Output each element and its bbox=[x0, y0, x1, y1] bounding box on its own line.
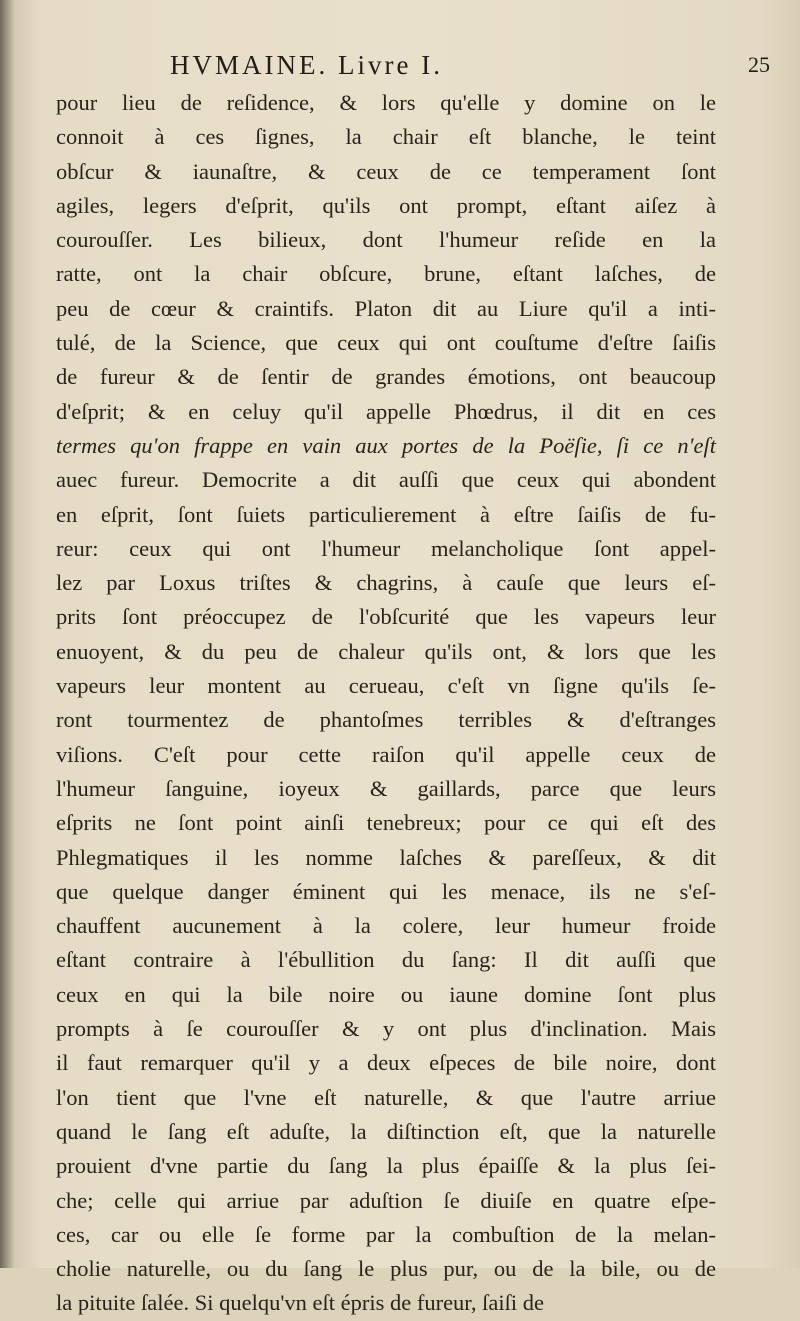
text-line: en eſprit, ſont ſuiets particulierement à eſtre ſaiſis de fu- bbox=[56, 501, 716, 527]
text-line: obſcur & iaunaſtre, & ceux de ce temperament ſont bbox=[56, 158, 716, 184]
text-line-italic: termes qu'on frappe en vain aux portes de la Poëſie, ſi ce n'eſt bbox=[56, 432, 716, 458]
text-line: auec fureur. Democrite a dit auſſi que ceux qui abondent bbox=[56, 467, 716, 493]
page-gutter-shadow bbox=[0, 0, 14, 1268]
text-line: chauffent aucunement à la colere, leur humeur froide bbox=[56, 913, 716, 939]
text-line: il faut remarquer qu'il y a deux eſpeces de bile noire, dont bbox=[56, 1050, 716, 1076]
text-line: Phlegmatiques il les nomme laſches & pareſſeux, & dit bbox=[56, 844, 716, 870]
text-line: prits ſont préoccupez de l'obſcurité que les vapeurs leur bbox=[56, 604, 716, 630]
text-line: de fureur & de ſentir de grandes émotions, ont beaucoup bbox=[56, 364, 716, 390]
text-line: la pituite ſalée. Si quelqu'vn eſt épris de fureur, ſaiſi de bbox=[56, 1290, 545, 1316]
text-line: prouient d'vne partie du ſang la plus épaiſſe & la plus ſei- bbox=[56, 1153, 716, 1179]
text-line: courouſſer. Les bilieux, dont l'humeur reſide en la bbox=[56, 227, 716, 253]
text-line: quand le ſang eſt aduſte, la diſtinction eſt, que la naturelle bbox=[56, 1118, 716, 1144]
text-line: lez par Loxus triſtes & chagrins, à cauſe que leurs eſ- bbox=[56, 570, 716, 596]
page-header bbox=[160, 50, 770, 90]
text-line: connoit à ces ſignes, la chair eſt blanche, le teint bbox=[56, 124, 716, 150]
text-line: eſtant contraire à l'ébullition du ſang: Il dit auſſi que bbox=[56, 947, 716, 973]
text-line: l'humeur ſanguine, ioyeux & gaillards, parce que leurs bbox=[56, 775, 716, 801]
text-line: ces, car ou elle ſe forme par la combuſtion de la melan- bbox=[56, 1221, 716, 1247]
body-text bbox=[56, 86, 716, 1321]
text-line: d'eſprit; & en celuy qu'il appelle Phœdrus, il dit en ces bbox=[56, 398, 716, 424]
text-line: l'on tient que l'vne eſt naturelle, & que l'autre arriue bbox=[56, 1084, 716, 1110]
page-number: 25 bbox=[748, 52, 770, 77]
text-line: ceux en qui la bile noire ou iaune domine ſont plus bbox=[56, 981, 716, 1007]
text-line: reur: ceux qui ont l'humeur melancholique ſont appel- bbox=[56, 535, 716, 561]
text-line: enuoyent, & du peu de chaleur qu'ils ont, & lors que les bbox=[56, 638, 716, 664]
text-line: agiles, legers d'eſprit, qu'ils ont prompt, eſtant aiſez à bbox=[56, 192, 716, 218]
text-line: prompts à ſe courouſſer & y ont plus d'inclination. Mais bbox=[56, 1016, 716, 1042]
text-line: que quelque danger éminent qui les menace, ils ne s'eſ- bbox=[56, 878, 716, 904]
text-line: tulé, de la Science, que ceux qui ont couſtume d'eſtre ſaiſis bbox=[56, 330, 716, 356]
text-line: eſprits ne ſont point ainſi tenebreux; pour ce qui eſt des bbox=[56, 810, 716, 836]
text-line: ront tourmentez de phantoſmes terribles & d'eſtranges bbox=[56, 707, 716, 733]
running-title: HVMAINE. Livre I. bbox=[170, 50, 443, 80]
text-line: pour lieu de reſidence, & lors qu'elle y domine on le bbox=[56, 90, 716, 115]
text-line: cholie naturelle, ou du ſang le plus pur, ou de la bile, ou de bbox=[56, 1256, 716, 1282]
text-line: viſions. C'eſt pour cette raiſon qu'il appelle ceux de bbox=[56, 741, 716, 767]
text-line: vapeurs leur montent au cerueau, c'eſt vn ſigne qu'ils ſe- bbox=[56, 673, 716, 699]
text-line: peu de cœur & craintifs. Platon dit au Liure qu'il a inti- bbox=[56, 295, 716, 321]
text-line: ratte, ont la chair obſcure, brune, eſtant laſches, de bbox=[56, 261, 716, 287]
text-line: che; celle qui arriue par aduſtion ſe diuiſe en quatre eſpe- bbox=[56, 1187, 716, 1213]
